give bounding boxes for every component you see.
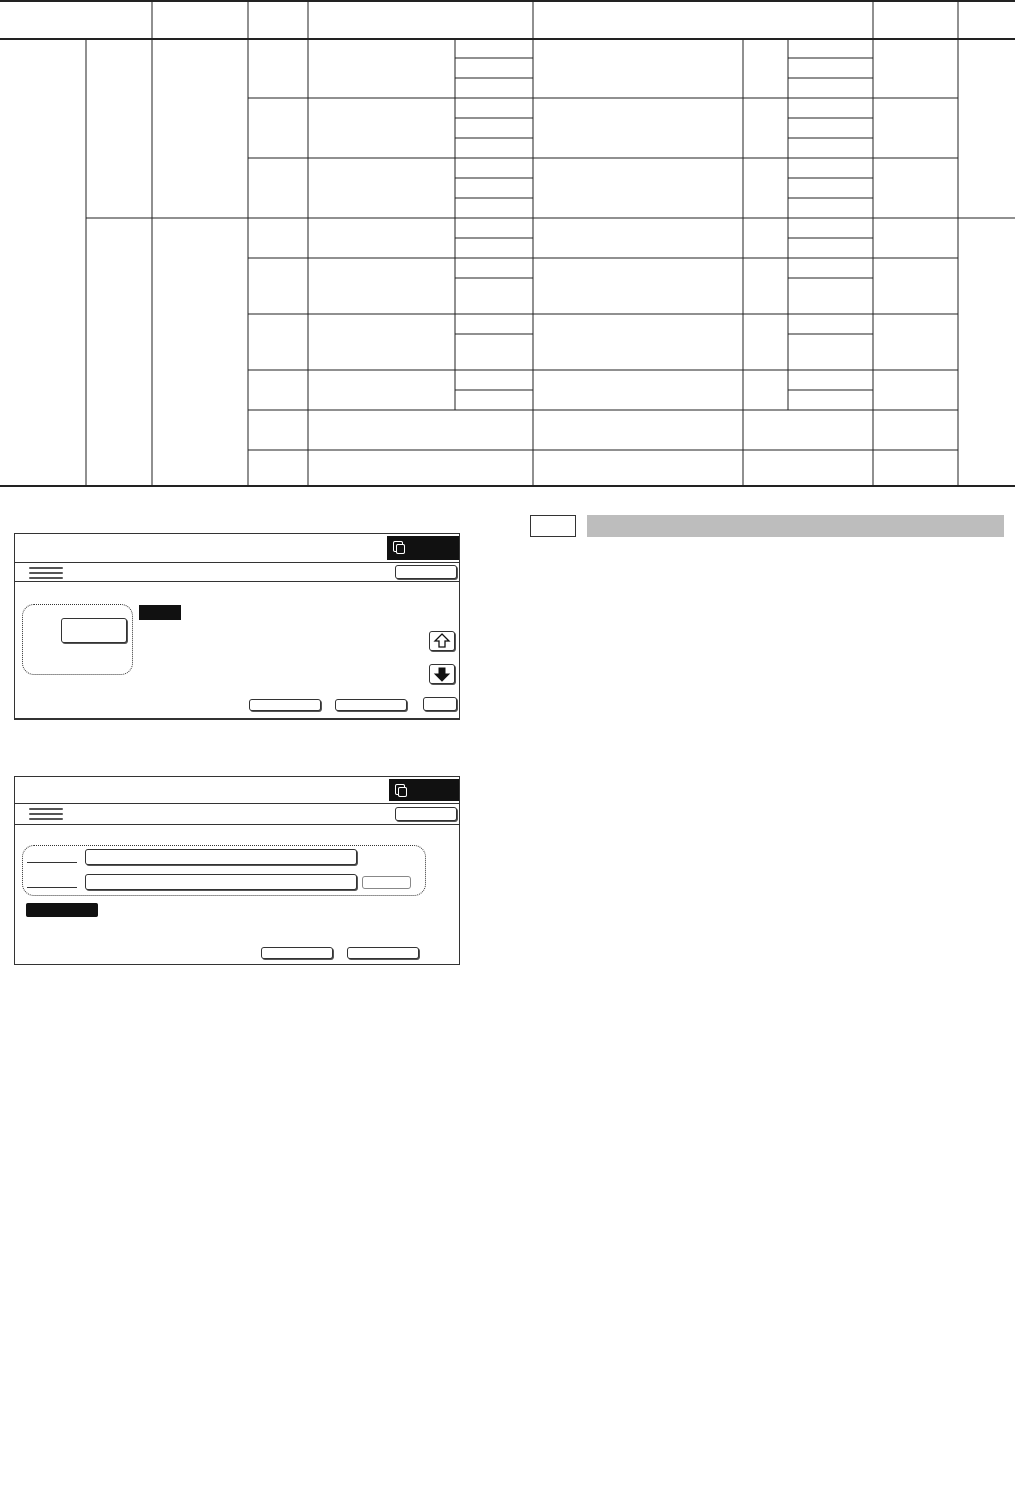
ok-button[interactable] <box>423 697 457 711</box>
copy-job-icon <box>395 784 405 795</box>
text-field-2[interactable] <box>85 874 357 890</box>
footer-button-1[interactable] <box>249 699 321 711</box>
scroll-down-button[interactable] <box>429 664 455 684</box>
back-button[interactable] <box>395 807 457 821</box>
title-divider <box>15 803 459 804</box>
subtitle-divider <box>15 824 459 825</box>
back-button[interactable] <box>395 565 457 579</box>
operation-panel-screen-2 <box>14 776 460 965</box>
job-status-badge[interactable] <box>387 536 459 560</box>
title-divider <box>15 562 459 563</box>
section-title-bar <box>587 515 1004 537</box>
arrow-down-icon <box>433 666 451 682</box>
copy-job-icon <box>393 541 403 552</box>
highlight-label <box>26 903 98 917</box>
field-label-line-1 <box>27 862 77 863</box>
bottom-edge <box>15 718 459 720</box>
operation-panel-screen-1 <box>14 533 460 720</box>
tray-icon <box>29 565 63 579</box>
field-action-button[interactable] <box>362 876 411 889</box>
scroll-up-button[interactable] <box>429 631 455 651</box>
arrow-up-icon <box>433 633 451 649</box>
footer-button-1[interactable] <box>261 947 333 959</box>
settings-table <box>0 0 1015 488</box>
field-label-line-2 <box>27 887 77 888</box>
footer-button-2[interactable] <box>347 947 419 959</box>
subtitle-divider <box>15 581 459 582</box>
tray-icon <box>29 806 63 820</box>
section-number-box <box>530 515 576 537</box>
text-field-1[interactable] <box>85 849 357 865</box>
option-button[interactable] <box>61 618 127 643</box>
highlight-label <box>139 605 181 620</box>
job-status-badge[interactable] <box>389 779 459 801</box>
footer-button-2[interactable] <box>335 699 407 711</box>
